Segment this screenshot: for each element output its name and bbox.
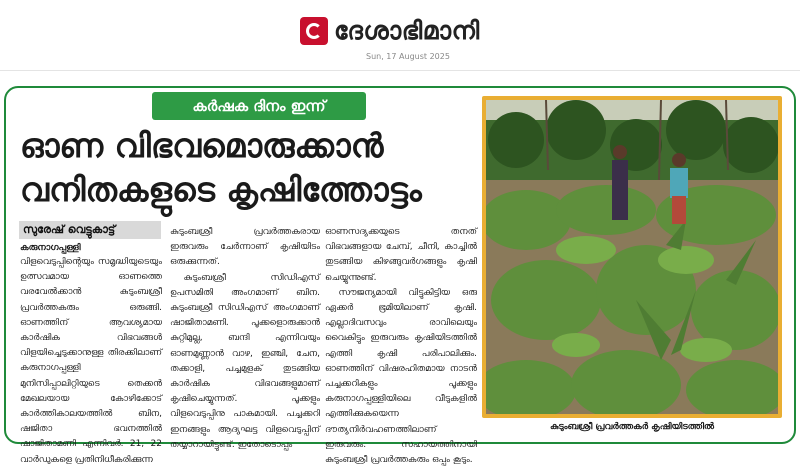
paragraph: കുടുംബശ്രീ സിഡിഎസ് ഉപസമിതി അംഗമാണ് ബിന. കുടുംബശ്രീ സിഡിഎസ് അംഗമാണ് ഷാജിതാമണി. പൂക്കളൊരുക്കാൻ കുറ്റിമുല്ല, ബന്ദി എന്നിവയും ഓണമുണ്ണാൻ വാഴ, ഇഞ്ചി, ചേന, തക്കാളി, പച്ചമുളക് തുടങ്ങിയ കാർഷിക വിഭവങ്ങളുമാണ് കൃഷിചെയ്യുന്നത്. പൂക്കളും വിളവെടുപ്പിനു പാകമായി. പച്ചക്കറി ഇനങ്ങളും ആദ്യഘട്ട വിളവെടുപ്പിന് തയ്യാറായിട്ടുണ്ട്. ഇതോടൊപ്പം bbox=[170, 272, 320, 450]
logo-icon bbox=[300, 17, 328, 45]
kicker-banner: കർഷക ദിനം ഇന്ന് bbox=[152, 92, 366, 120]
publication-date: Sun, 17 August 2025 bbox=[366, 52, 450, 61]
headline-line-2: വനിതകളുടെ കൃഷിത്തോട്ടം bbox=[20, 170, 422, 209]
article-column-1 bbox=[20, 255, 162, 468]
paragraph: സൗജന്യമായി വിട്ടുകിട്ടിയ ഒരു ഏക്കർ ഭൂമിയിലാണ് കൃഷി. എല്ലാദിവസവും രാവിലെയും വൈകിട്ടും ഇരുവരും കൃഷിയിടത്തിൽ എത്തി കൃഷി പരിപാലിക്കും. ഓണത്തിന് വിഷരഹിതമായ നാടൻ പച്ചക്കറികളും പൂക്കളും കരുനാഗപ്പള്ളിയിലെ വീടുകളിൽ എത്തിക്കുകയെന്ന ദൗത്യനിർവഹണത്തിലാണ് ഇരുവരും. സഹായത്തിനായി കുടുംബശ്രീ പ്രവർത്തകരും ഒപ്പം കൂടും. bbox=[325, 287, 477, 466]
paragraph: വിളവെടുപ്പിന്റെയും സമൃദ്ധിയുടെയും ഉത്സവമായ ഓണത്തെ വരവേൽക്കാൻ കുടുംബശ്രീ പ്രവർത്തകരും ഒരുങ്ങി. ഓണത്തിന് ആവശ്യമായ കാർഷിക വിഭവങ്ങൾ വിളയിച്ചെടുക്കാനുള്ള തിരക്കിലാണ് കരുനാഗപ്പള്ളി മുനിസിപ്പാലിറ്റിയുടെ തെക്കൻ മേഖലയായ കോഴിക്കോട് കാർത്തികാലയത്തിൽ ബിന, ഷജിതാ ഭവനത്തിൽ ഷാജിതാമണി എന്നിവർ. 21, 22 വാർഡുകളെ പ്രതിനിധീകരിക്കുന്ന bbox=[20, 257, 162, 465]
article-photo bbox=[486, 100, 778, 414]
article-column-3 bbox=[325, 225, 477, 468]
photo-caption: കുടുംബശ്രീ പ്രവർത്തകർ കൃഷിയിടത്തിൽ bbox=[549, 422, 715, 432]
dateline: കരുനാഗപ്പള്ളി bbox=[20, 243, 81, 253]
paragraph: ഓണസദ്യക്കയുടെ തനത് വിഭവങ്ങളായ ചേമ്പ്, ചീനി, കാച്ചിൽ തുടങ്ങിയ കിഴങ്ങുവർഗങ്ങളും കൃഷി ചെയ്യുന്നുണ്ട്. bbox=[325, 227, 477, 283]
brand-name: ദേശാഭിമാനി bbox=[334, 16, 480, 45]
byline: സുരേഷ് വെട്ടുകാട്ട് bbox=[19, 221, 161, 239]
masthead-divider bbox=[0, 70, 800, 71]
paragraph: കുടുംബശ്രീ പ്രവർത്തകരായ ഇരുവരും ചേർന്നാണ് കൃഷിയിടം ഒരുക്കുന്നത്. bbox=[170, 227, 320, 268]
article-column-2 bbox=[170, 225, 320, 453]
headline-line-1: ഓണ വിഭവമൊരുക്കാൻ bbox=[20, 126, 384, 165]
masthead bbox=[0, 0, 800, 72]
brand-logo[interactable] bbox=[300, 14, 480, 48]
